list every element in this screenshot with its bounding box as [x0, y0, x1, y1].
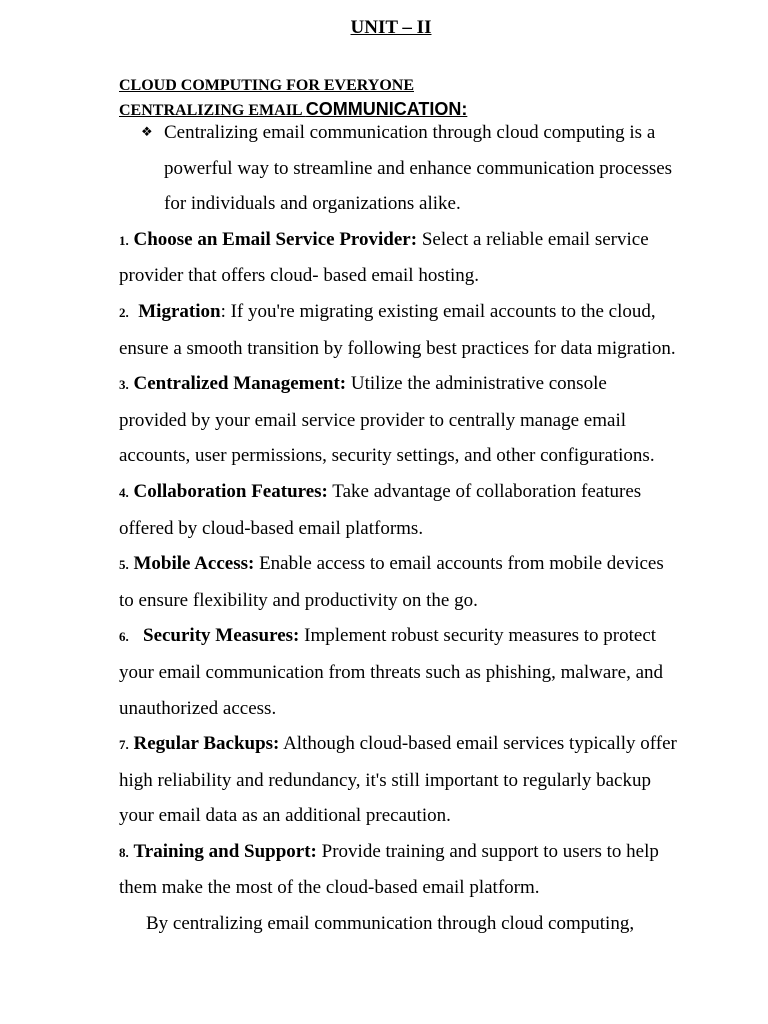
item-number: 3.: [119, 377, 129, 393]
item-title: Collaboration Features:: [133, 480, 328, 502]
item-number: 2.: [119, 304, 129, 320]
unit-title: UNIT – II: [350, 17, 432, 38]
list-item: [119, 726, 679, 834]
item-text: Take advantage of collaboration features offered by cloud-based email platforms.: [119, 480, 642, 539]
document-body: [119, 115, 679, 942]
item-text: Enable access to email accounts from mobile devices to ensure flexibility and productivity on the go.: [119, 553, 664, 611]
item-text: Utilize the administrative console provided by your email service provider to centrally manage email accounts, user permissions, security settings, and other configurations.: [119, 373, 655, 467]
intro-text: Centralizing email communication through cloud computing is a powerful way to streamline and enhance communication processes for individuals and organizations alike.: [164, 122, 673, 215]
diamond-bullet-icon: ❖: [141, 125, 153, 140]
item-number: 1.: [119, 232, 129, 248]
item-title: Choose an Email Service Provider:: [133, 228, 418, 250]
item-number: 6.: [119, 629, 129, 645]
list-item: [119, 222, 679, 294]
item-text: : If you're migrating existing email accounts to the cloud, ensure a smooth transition by following best practices for data migration.: [119, 300, 676, 359]
item-text: Select a reliable email service provider that offers cloud- based email hosting.: [119, 228, 649, 287]
item-text: Provide training and support to users to help them make the most of the cloud-based email platform.: [119, 840, 659, 899]
item-number: 4.: [119, 484, 129, 500]
list-item: [119, 366, 679, 474]
item-number: 8.: [119, 844, 129, 860]
item-number: 5.: [119, 557, 129, 573]
list-item: [119, 474, 679, 546]
item-title: Security Measures:: [143, 625, 300, 647]
list-item: [119, 294, 679, 366]
item-title: Centralized Management:: [133, 373, 347, 395]
item-title: Regular Backups:: [133, 733, 280, 755]
item-number: 7.: [119, 737, 129, 753]
heading-part-large: COMMUNICATION:: [305, 99, 468, 119]
item-text: Although cloud-based email services typically offer high reliability and redundancy, it's still important to regularly backup your email data as an additional precaution.: [119, 733, 677, 827]
intro-paragraph: [119, 115, 679, 222]
item-text: Implement robust security measures to protect your email communication from threats such as phishing, malware, and unauthorized access.: [119, 625, 663, 719]
list-item: [119, 546, 679, 618]
item-title: Training and Support:: [133, 840, 317, 862]
list-item: [119, 834, 679, 906]
item-title: Migration: [138, 300, 221, 322]
list-item: [119, 618, 679, 726]
item-title: Mobile Access:: [133, 553, 255, 575]
heading-part-small: CENTRALIZING EMAIL: [119, 102, 306, 119]
closing-paragraph: By centralizing email communication through cloud computing,: [146, 913, 635, 935]
section-heading-cloud-computing: CLOUD COMPUTING FOR EVERYONE: [119, 77, 414, 94]
